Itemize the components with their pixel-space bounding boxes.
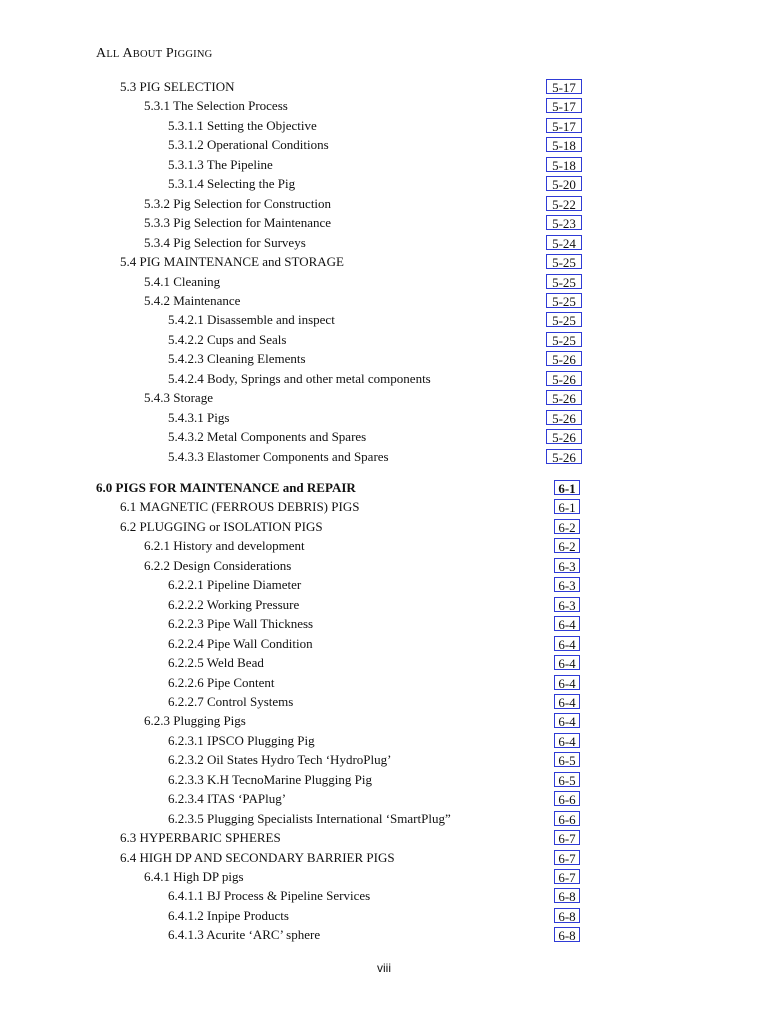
toc-entry-title: 6.2.3 Plugging Pigs <box>144 713 246 729</box>
toc-entry <box>0 731 768 750</box>
toc-entry-title: 6.3 HYPERBARIC SPHERES <box>120 830 281 846</box>
toc-entry <box>0 906 768 925</box>
toc-entry <box>0 233 768 252</box>
toc-entry <box>0 886 768 905</box>
toc-entry-title: 6.4.1 High DP pigs <box>144 869 244 884</box>
toc-entry <box>0 556 768 575</box>
page-number: viii <box>377 961 391 975</box>
toc-page-link[interactable]: 6-3 <box>554 597 580 612</box>
toc-entry-title: 6.2.2.2 Working Pressure <box>168 596 300 612</box>
toc-page-link[interactable]: 5-25 <box>546 274 582 289</box>
toc-entry <box>0 478 768 497</box>
toc-page-link[interactable]: 6-4 <box>554 636 580 651</box>
toc-entry-title: 5.4.2.4 Body, Springs and other metal components <box>168 370 431 386</box>
toc-entry <box>0 634 768 653</box>
toc-entry <box>0 310 768 329</box>
toc-page-link[interactable]: 5-25 <box>546 332 582 347</box>
toc-entry-title: 5.3 PIG SELECTION <box>120 79 235 94</box>
running-head <box>96 46 212 62</box>
toc-entry <box>0 867 768 886</box>
toc-entry-title: 5.4.2.1 Disassemble and inspect <box>168 312 335 328</box>
toc-entry-title: 6.2.3.2 Oil States Hydro Tech ‘HydroPlug’ <box>168 752 392 768</box>
toc-entry <box>0 536 768 555</box>
toc-entry-title: 6.1 MAGNETIC (FERROUS DEBRIS) PIGS <box>120 499 360 515</box>
toc-entry-title: 6.0 PIGS FOR MAINTENANCE and REPAIR <box>96 480 356 495</box>
toc-entry-title: 5.3.4 Pig Selection for Surveys <box>144 234 306 250</box>
toc-entry <box>0 427 768 446</box>
toc-entry <box>0 369 768 388</box>
toc-entry-title: 6.2.3.4 ITAS ‘PAPlug’ <box>168 791 287 807</box>
toc-entry-title: 5.3.1.4 Selecting the Pig <box>168 176 296 192</box>
toc-entry-title: 5.4.3.1 Pigs <box>168 409 230 425</box>
toc-page-link[interactable]: 6-4 <box>554 655 580 670</box>
toc-entry-title: 6.2.1 History and development <box>144 538 305 554</box>
toc-entry <box>0 575 768 594</box>
toc-entry <box>0 614 768 633</box>
toc-entry <box>0 330 768 349</box>
toc-entry-title: 5.3.1.1 Setting the Objective <box>168 117 317 133</box>
toc-page-link[interactable]: 6-2 <box>554 538 580 553</box>
toc-entry <box>0 809 768 828</box>
toc-entry-title: 6.4.1.2 Inpipe Products <box>168 907 289 923</box>
toc-entry <box>0 750 768 769</box>
toc-page-link[interactable]: 5-23 <box>546 215 582 230</box>
toc-page-link[interactable]: 5-24 <box>546 235 582 250</box>
toc-entry-title: 6.2.2.7 Control Systems <box>168 693 294 709</box>
toc-entry-title: 5.4.1 Cleaning <box>144 273 221 289</box>
toc-entry-title: 5.4.2.2 Cups and Seals <box>168 331 287 347</box>
toc-entry <box>0 116 768 135</box>
toc-entry-title: 6.2 PLUGGING or ISOLATION PIGS <box>120 518 323 534</box>
toc-entry-title: 6.2.2.1 Pipeline Diameter <box>168 577 302 593</box>
toc-entry <box>0 692 768 711</box>
toc-entry-title: 6.4 HIGH DP AND SECONDARY BARRIER PIGS <box>120 849 395 865</box>
toc-entry <box>0 595 768 614</box>
toc-entry-title: 5.4.2 Maintenance <box>144 292 241 308</box>
toc-page-link[interactable]: 5-25 <box>546 312 582 327</box>
toc-entry-title: 5.3.3 Pig Selection for Maintenance <box>144 215 332 231</box>
toc-entry-title: 5.3.1.2 Operational Conditions <box>168 137 329 153</box>
toc-page-link[interactable]: 6-4 <box>554 616 580 631</box>
toc-page-link[interactable]: 6-6 <box>554 791 580 806</box>
toc-page-link[interactable]: 6-7 <box>554 869 580 884</box>
toc-page-link[interactable]: 5-25 <box>546 254 582 269</box>
toc-entry <box>0 291 768 310</box>
toc-entry <box>0 272 768 291</box>
toc-page-link[interactable]: 5-26 <box>546 410 582 425</box>
toc-entry <box>0 213 768 232</box>
toc-entry <box>0 517 768 536</box>
toc-page-link[interactable]: 6-6 <box>554 811 580 826</box>
toc-entry-title: 6.4.1.3 Acurite ‘ARC’ sphere <box>168 927 321 943</box>
toc-entry-title: 5.4.2.3 Cleaning Elements <box>168 351 306 367</box>
toc-entry-title: 5.4.3.2 Metal Components and Spares <box>168 429 367 445</box>
toc-entry-title: 6.2.2 Design Considerations <box>144 557 292 573</box>
toc-entry-title: 6.4.1.1 BJ Process & Pipeline Services <box>168 888 371 904</box>
toc-entry <box>0 789 768 808</box>
toc-entry-title: 6.2.2.5 Weld Bead <box>168 655 264 671</box>
toc-entry <box>0 194 768 213</box>
toc-page-link[interactable]: 6-3 <box>554 558 580 573</box>
toc-entry <box>0 770 768 789</box>
toc-page-link[interactable]: 5-25 <box>546 293 582 308</box>
toc-page-link[interactable]: 5-26 <box>546 449 582 464</box>
toc-page-link[interactable]: 6-4 <box>554 713 580 728</box>
toc-entry-title: 6.2.3.5 Plugging Specialists International ‘SmartPlug” <box>168 810 451 826</box>
toc-page-link[interactable]: 5-17 <box>546 79 582 94</box>
toc-entry <box>0 408 768 427</box>
toc-page-link[interactable]: 5-22 <box>546 196 582 211</box>
toc-page-link[interactable]: 5-17 <box>546 118 582 133</box>
toc-entry <box>0 653 768 672</box>
toc-page-link[interactable]: 6-2 <box>554 519 580 534</box>
toc-entry-title: 6.2.2.4 Pipe Wall Condition <box>168 635 313 651</box>
toc-entry-title: 5.3.1.3 The Pipeline <box>168 156 273 172</box>
toc-page-link[interactable]: 5-26 <box>546 371 582 386</box>
toc-entry-title: 6.2.3.1 IPSCO Plugging Pig <box>168 732 315 748</box>
toc-page-link[interactable]: 6-7 <box>554 830 580 845</box>
toc-page-link[interactable]: 6-8 <box>554 908 580 923</box>
toc-entry <box>0 848 768 867</box>
toc-entry <box>0 155 768 174</box>
toc-entry <box>0 349 768 368</box>
toc-page-link[interactable]: 6-4 <box>554 675 580 690</box>
toc-page-link[interactable]: 6-5 <box>554 772 580 787</box>
toc-page-link[interactable]: 6-4 <box>554 694 580 709</box>
toc-page-link[interactable]: 5-18 <box>546 157 582 172</box>
toc-entry <box>0 673 768 692</box>
toc-page-link[interactable]: 6-7 <box>554 850 580 865</box>
toc-entry <box>0 828 768 847</box>
toc-entry <box>0 925 768 944</box>
toc-page-link[interactable]: 6-1 <box>554 499 580 514</box>
toc-page-link[interactable]: 6-1 <box>554 480 580 495</box>
toc-entry-title: 5.4 PIG MAINTENANCE and STORAGE <box>120 254 345 270</box>
toc-page-link[interactable]: 6-5 <box>554 752 580 767</box>
toc-entry <box>0 388 768 407</box>
toc-page-link[interactable]: 6-8 <box>554 927 580 942</box>
toc-page-link[interactable]: 6-8 <box>554 888 580 903</box>
toc-entry <box>0 96 768 115</box>
toc-entry-title: 5.3.1 The Selection Process <box>144 98 288 114</box>
toc-entry <box>0 252 768 271</box>
toc-page-link[interactable]: 5-26 <box>546 429 582 444</box>
toc-page-link[interactable]: 5-17 <box>546 98 582 113</box>
toc-page-link[interactable]: 6-3 <box>554 577 580 592</box>
toc-entry-title: 5.3.2 Pig Selection for Construction <box>144 195 332 211</box>
toc-page-link[interactable]: 5-26 <box>546 390 582 405</box>
toc-entry-title: 6.2.3.3 K.H TecnoMarine Plugging Pig <box>168 771 372 787</box>
toc-page-link[interactable]: 5-18 <box>546 137 582 152</box>
toc-entry <box>0 135 768 154</box>
toc-entry <box>0 174 768 193</box>
toc-entry-title: 5.4.3 Storage <box>144 390 213 406</box>
running-head-text: ALL ABOUT PIGGING <box>96 46 213 61</box>
toc-page-link[interactable]: 5-26 <box>546 351 582 366</box>
toc-page-link[interactable]: 5-20 <box>546 176 582 191</box>
toc-entry <box>0 77 768 96</box>
toc-entry-title: 6.2.2.6 Pipe Content <box>168 674 275 690</box>
toc-entry-title: 5.4.3.3 Elastomer Components and Spares <box>168 448 389 464</box>
toc-entry <box>0 447 768 466</box>
toc-entry-title: 6.2.2.3 Pipe Wall Thickness <box>168 616 314 632</box>
toc-page-link[interactable]: 6-4 <box>554 733 580 748</box>
toc-entry <box>0 497 768 516</box>
toc-entry <box>0 711 768 730</box>
